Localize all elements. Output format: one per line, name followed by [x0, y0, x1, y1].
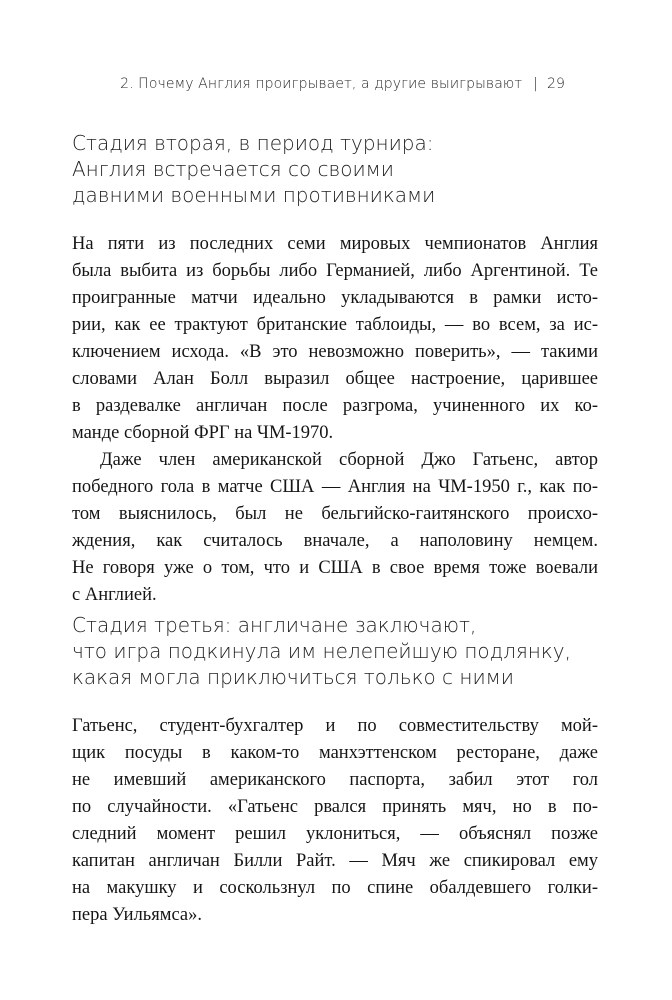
text-line: по случайности. «Гатьенс рвался принять мяч, но в по-	[72, 797, 598, 817]
text-line: щик посуды в каком-то манхэттенском ресторане, даже	[72, 743, 598, 763]
heading-line: Англия встречается со своими	[72, 157, 394, 181]
text-line: ждения, как считалось вначале, а наполовину немцем.	[72, 531, 598, 551]
text-line: победного гола в матче США — Англия на ЧМ-1950 г., как по-	[72, 477, 598, 497]
text-line: Даже член американской сборной Джо Гатьенс, автор	[100, 450, 598, 470]
heading-line: какая могла приключиться только с ними	[72, 665, 514, 689]
paragraph	[72, 231, 598, 447]
section-body-stage-two	[72, 231, 598, 609]
paragraph	[72, 713, 598, 929]
section-body-stage-three	[72, 713, 598, 929]
text-line: следний момент решил уклониться, — объяснял позже	[72, 824, 598, 844]
text-line: в раздевалке англичан после разгрома, учиненного их ко-	[72, 396, 598, 416]
text-line: ключением исхода. «В это невозможно поверить», — такими	[72, 342, 598, 362]
heading-line: что игра подкинула им нелепейшую подлянку,	[72, 639, 571, 663]
text-line: на макушку и соскользнул по спине обалдевшего голки-	[72, 878, 598, 898]
page-number: 29	[546, 76, 565, 92]
paragraph	[72, 447, 598, 609]
chapter-title: 2. Почему Англия проигрывает, а другие выигрывают	[120, 76, 523, 92]
running-head	[120, 76, 565, 92]
text-line: том выяснилось, был не бельгийско-гаитянского происхо-	[72, 504, 598, 524]
section-heading-stage-two	[72, 130, 435, 208]
heading-line: давними военными противниками	[72, 183, 436, 207]
text-line: капитан англичан Билли Райт. — Мяч же спикировал ему	[72, 851, 598, 871]
text-line: пера Уильямса».	[72, 905, 202, 925]
text-line: Не говоря уже о том, что и США в свое время тоже воевали	[72, 558, 598, 578]
text-line: проигранные матчи идеально укладываются в рамки исто-	[72, 288, 598, 308]
section-heading-stage-three	[72, 612, 571, 690]
text-line: словами Алан Болл выразил общее настроение, царившее	[72, 369, 598, 389]
running-head-separator: |	[533, 76, 538, 92]
text-line: не имевший американского паспорта, забил этот гол	[72, 770, 598, 790]
text-line: была выбита из борьбы либо Германией, либо Аргентиной. Те	[72, 261, 598, 281]
text-line: с Англией.	[72, 585, 157, 605]
text-line: Гатьенс, студент-бухгалтер и по совместительству мой-	[72, 716, 598, 736]
text-line: рии, как ее трактуют британские таблоиды, — во всем, за ис-	[72, 315, 598, 335]
text-line: На пяти из последних семи мировых чемпионатов Англия	[72, 234, 598, 254]
heading-line: Стадия третья: англичане заключают,	[72, 613, 477, 637]
text-line: манде сборной ФРГ на ЧМ-1970.	[72, 423, 334, 443]
heading-line: Стадия вторая, в период турнира:	[72, 131, 434, 155]
